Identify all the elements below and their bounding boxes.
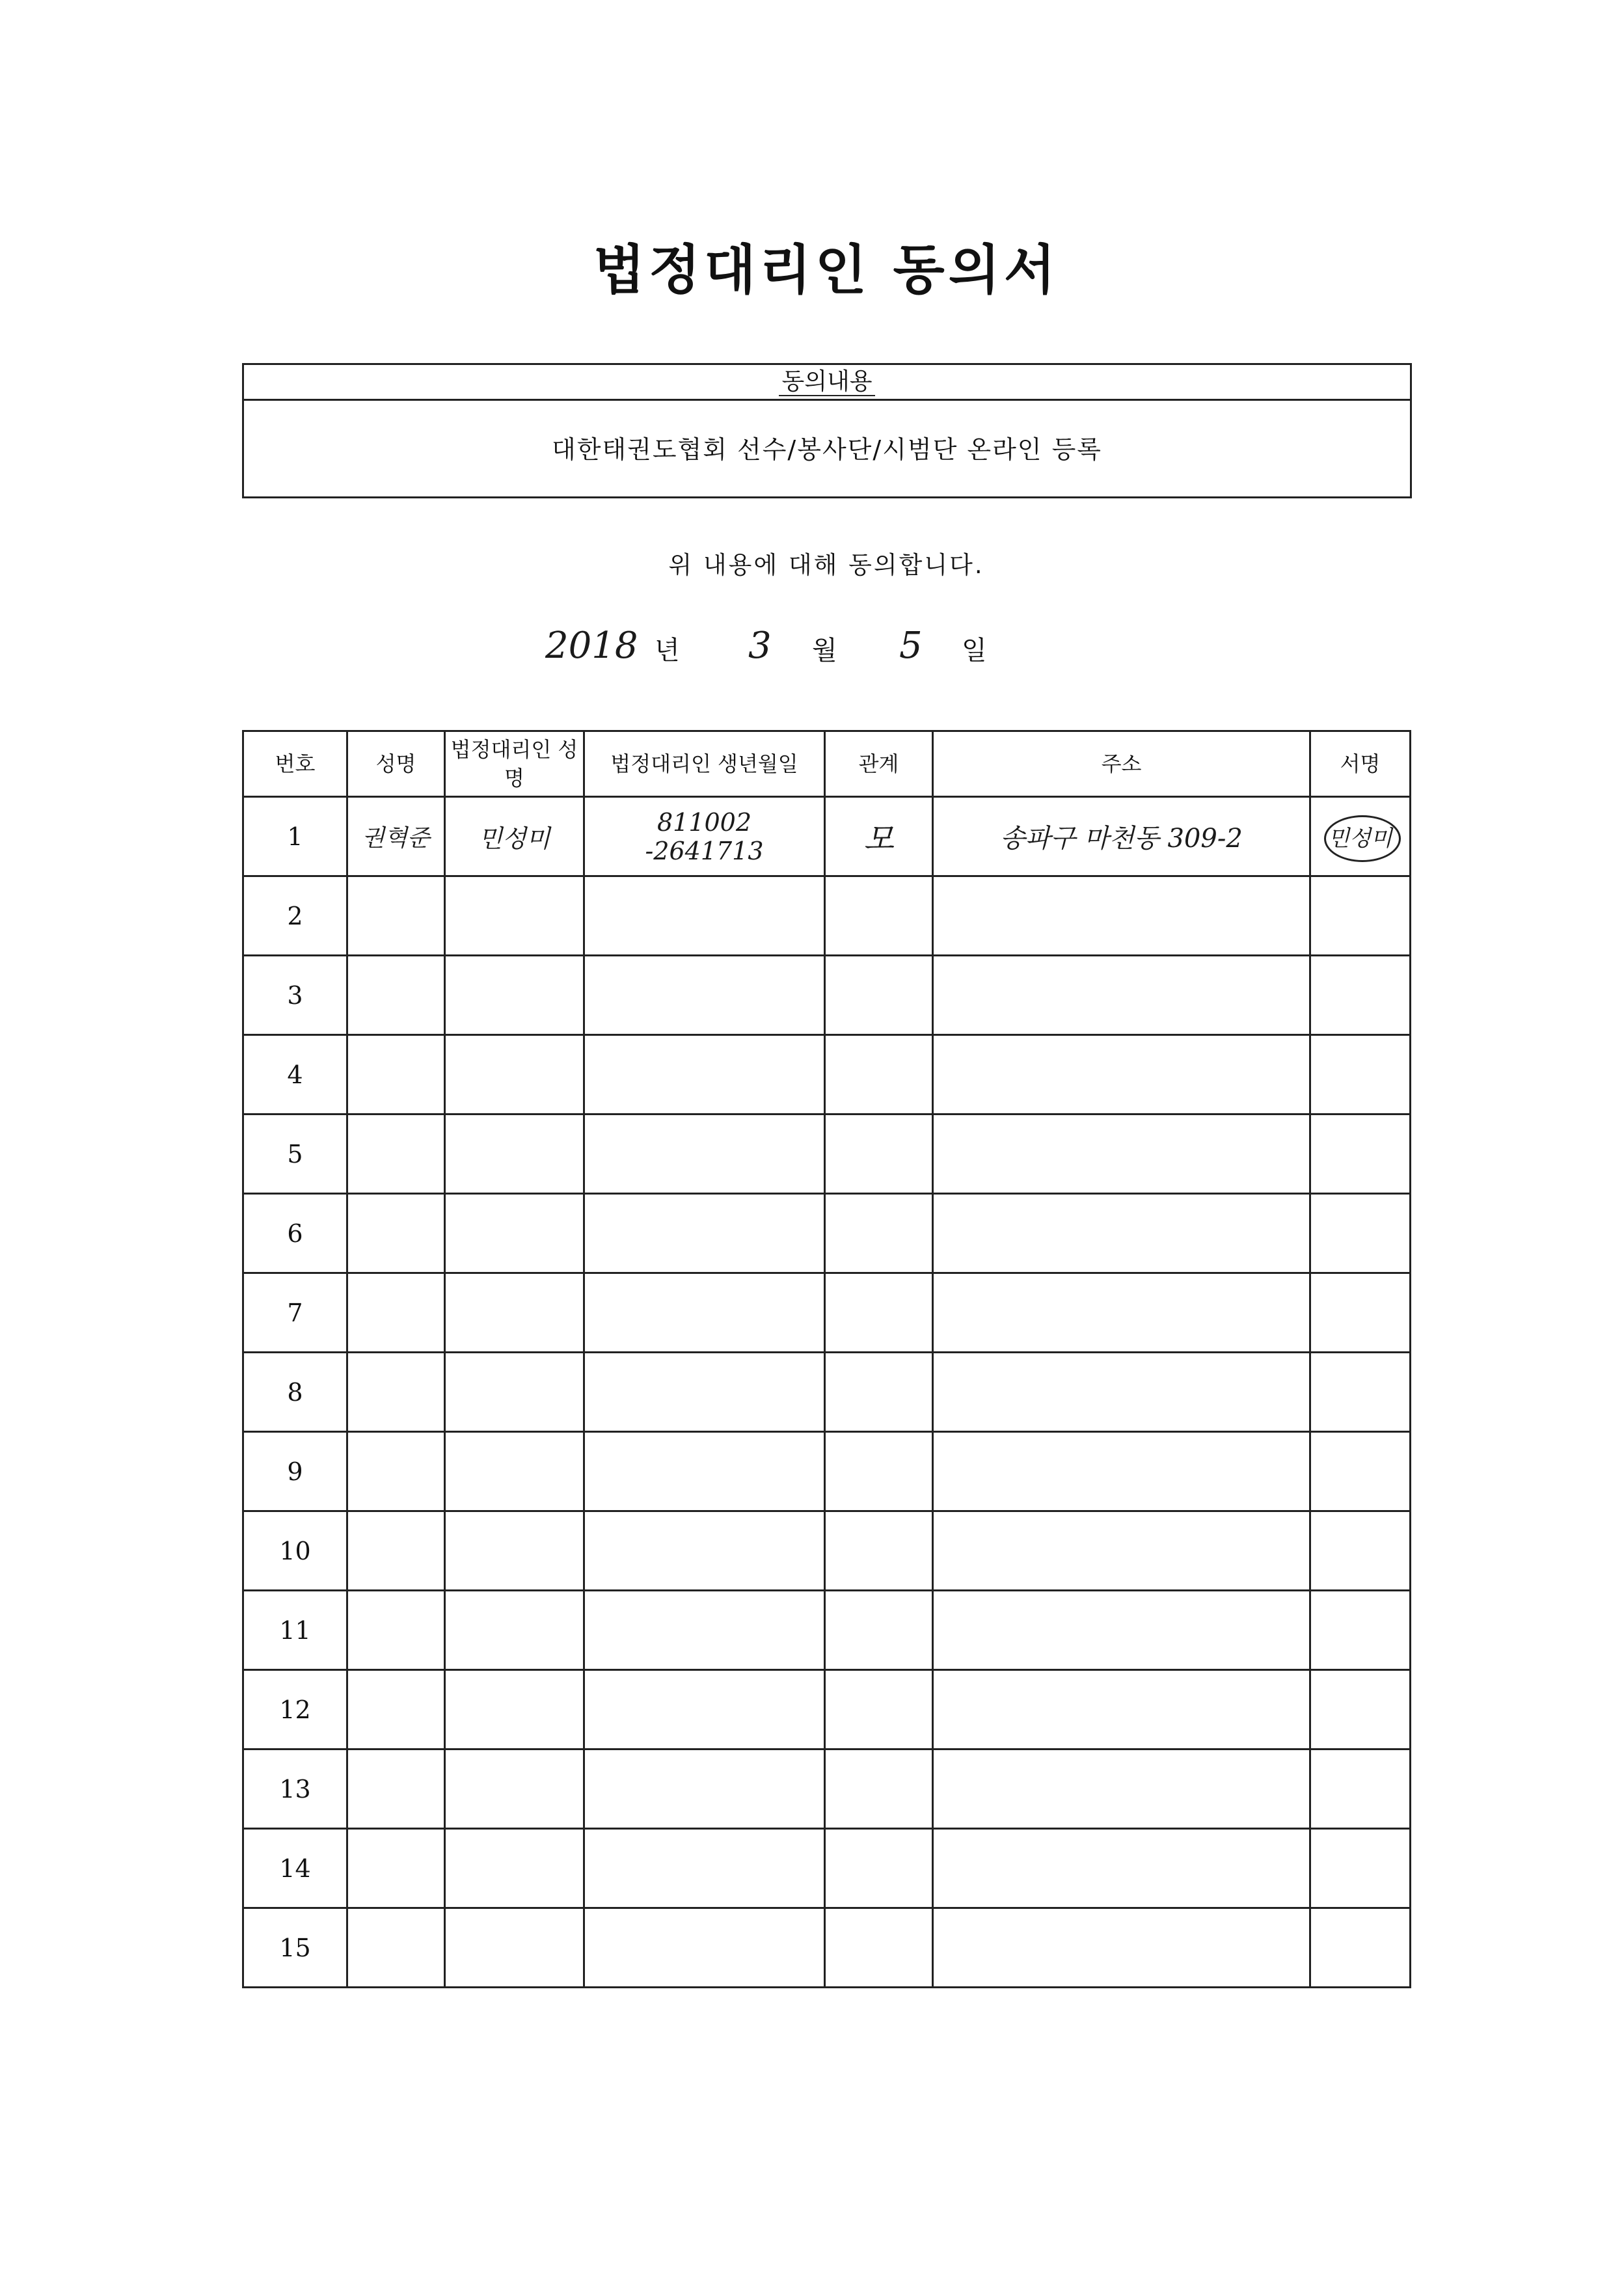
row-name xyxy=(347,1908,445,1988)
row-signature-cell xyxy=(1310,1908,1411,1988)
row-name xyxy=(347,1749,445,1829)
table-header-row xyxy=(243,731,1411,797)
row-address: 송파구 마천동 309-2 xyxy=(933,797,1310,876)
row-relation xyxy=(825,1114,933,1194)
row-guardian-name xyxy=(445,1511,584,1591)
date-year-unit: 년 xyxy=(655,636,680,666)
row-signature-stamp xyxy=(1328,820,1392,852)
row-signature-cell xyxy=(1310,1432,1411,1511)
row-guardian-birth xyxy=(584,1591,825,1670)
date-day-unit: 일 xyxy=(962,636,987,666)
date-year: 2018 xyxy=(545,625,638,667)
header-signature: 서명 xyxy=(1310,731,1411,797)
row-guardian-name xyxy=(445,1035,584,1114)
row-number: 4 xyxy=(243,1035,347,1114)
row-signature-cell xyxy=(1310,1511,1411,1591)
row-name: 권혁준 xyxy=(347,797,445,876)
row-name xyxy=(347,1829,445,1908)
table-row xyxy=(243,797,1411,876)
row-guardian-birth xyxy=(584,1829,825,1908)
row-number: 12 xyxy=(243,1670,347,1749)
row-number: 15 xyxy=(243,1908,347,1988)
table-row xyxy=(243,1908,1411,1988)
row-number: 14 xyxy=(243,1829,347,1908)
row-relation xyxy=(825,1670,933,1749)
row-guardian-birth-line1: 811002 xyxy=(656,807,752,837)
row-guardian-name xyxy=(445,1353,584,1432)
table-row xyxy=(243,956,1411,1035)
row-guardian-birth xyxy=(584,1432,825,1511)
row-guardian-name xyxy=(445,1273,584,1353)
row-number: 10 xyxy=(243,1511,347,1591)
row-relation xyxy=(825,876,933,956)
consent-header-label: 동의내용 xyxy=(779,368,874,396)
table-row xyxy=(243,1194,1411,1273)
table-row xyxy=(243,1749,1411,1829)
row-relation: 모 xyxy=(825,797,933,876)
row-relation xyxy=(825,1749,933,1829)
row-signature-cell xyxy=(1310,1114,1411,1194)
row-signature-cell xyxy=(1310,1591,1411,1670)
row-guardian-birth xyxy=(584,956,825,1035)
row-address xyxy=(933,1749,1310,1829)
table-row xyxy=(243,1432,1411,1511)
signature-circle xyxy=(1324,815,1401,862)
row-guardian-birth xyxy=(584,1114,825,1194)
row-signature-cell xyxy=(1310,1273,1411,1353)
date-line xyxy=(0,625,1624,677)
table-row xyxy=(243,1670,1411,1749)
table-row xyxy=(243,1353,1411,1432)
row-guardian-name xyxy=(445,1829,584,1908)
row-guardian-birth xyxy=(584,1194,825,1273)
row-address xyxy=(933,1591,1310,1670)
table-row xyxy=(243,1829,1411,1908)
row-relation xyxy=(825,1273,933,1353)
document-title: 법정대리인 동의서 xyxy=(593,239,1060,301)
row-number: 6 xyxy=(243,1194,347,1273)
table-row xyxy=(243,1114,1411,1194)
row-guardian-name xyxy=(445,1194,584,1273)
row-guardian-birth xyxy=(584,1749,825,1829)
row-relation xyxy=(825,1353,933,1432)
row-address xyxy=(933,956,1310,1035)
row-guardian-birth xyxy=(584,876,825,956)
row-guardian-birth xyxy=(584,1670,825,1749)
row-address xyxy=(933,1353,1310,1432)
row-name xyxy=(347,1511,445,1591)
table-row xyxy=(243,1511,1411,1591)
row-signature-cell xyxy=(1310,1749,1411,1829)
table-row xyxy=(243,1591,1411,1670)
row-address xyxy=(933,1194,1310,1273)
row-signature-cell xyxy=(1310,956,1411,1035)
row-relation xyxy=(825,1035,933,1114)
table-row xyxy=(243,1035,1411,1114)
row-guardian-birth xyxy=(584,1908,825,1988)
row-guardian-name xyxy=(445,956,584,1035)
row-address xyxy=(933,1432,1310,1511)
row-address xyxy=(933,1829,1310,1908)
header-relation: 관계 xyxy=(825,731,933,797)
row-guardian-birth xyxy=(584,1353,825,1432)
header-address: 주소 xyxy=(933,731,1310,797)
row-guardian-name xyxy=(445,1591,584,1670)
row-signature-cell xyxy=(1310,1829,1411,1908)
row-name xyxy=(347,956,445,1035)
table-row xyxy=(243,1273,1411,1353)
row-name xyxy=(347,1035,445,1114)
row-guardian-birth xyxy=(584,1511,825,1591)
row-guardian-birth xyxy=(584,1273,825,1353)
header-name: 성명 xyxy=(347,731,445,797)
row-signature-cell xyxy=(1310,1194,1411,1273)
header-guardian-birth: 법정대리인 생년월일 xyxy=(584,731,825,797)
header-guardian-name: 법정대리인 성명 xyxy=(445,731,584,797)
row-guardian-birth xyxy=(584,797,825,876)
row-signature-cell xyxy=(1310,1670,1411,1749)
date-month-unit: 월 xyxy=(812,636,837,666)
date-day: 5 xyxy=(899,625,923,667)
row-number: 1 xyxy=(243,797,347,876)
row-signature-cell xyxy=(1310,876,1411,956)
row-guardian-name xyxy=(445,876,584,956)
row-relation xyxy=(825,1908,933,1988)
row-address xyxy=(933,1511,1310,1591)
row-number: 8 xyxy=(243,1353,347,1432)
row-address xyxy=(933,1273,1310,1353)
row-address xyxy=(933,876,1310,956)
row-address xyxy=(933,1908,1310,1988)
row-relation xyxy=(825,1511,933,1591)
row-guardian-birth-line2: -2641713 xyxy=(645,836,764,865)
row-signature: 민성미 xyxy=(1328,826,1392,852)
row-name xyxy=(347,876,445,956)
row-relation xyxy=(825,1432,933,1511)
row-name xyxy=(347,1591,445,1670)
header-no: 번호 xyxy=(243,731,347,797)
row-relation xyxy=(825,1194,933,1273)
agree-statement: 위 내용에 대해 동의합니다. xyxy=(668,551,984,579)
row-address xyxy=(933,1114,1310,1194)
row-address xyxy=(933,1035,1310,1114)
row-relation xyxy=(825,1591,933,1670)
row-name xyxy=(347,1670,445,1749)
row-name xyxy=(347,1432,445,1511)
guardian-table xyxy=(242,730,1411,1988)
row-number: 7 xyxy=(243,1273,347,1353)
consent-header xyxy=(244,365,1410,401)
row-number: 11 xyxy=(243,1591,347,1670)
row-relation xyxy=(825,1829,933,1908)
row-relation xyxy=(825,956,933,1035)
row-number: 5 xyxy=(243,1114,347,1194)
row-number: 2 xyxy=(243,876,347,956)
row-number: 3 xyxy=(243,956,347,1035)
row-signature-cell xyxy=(1310,797,1411,876)
row-guardian-birth xyxy=(584,1035,825,1114)
row-name xyxy=(347,1194,445,1273)
row-guardian-name xyxy=(445,1749,584,1829)
table-row xyxy=(243,876,1411,956)
row-guardian-name: 민성미 xyxy=(445,797,584,876)
row-name xyxy=(347,1114,445,1194)
row-address xyxy=(933,1670,1310,1749)
consent-box xyxy=(242,363,1412,498)
row-name xyxy=(347,1353,445,1432)
consent-body: 대한태권도협회 선수/봉사단/시범단 온라인 등록 xyxy=(551,435,1102,464)
date-month: 3 xyxy=(748,625,772,667)
row-guardian-name xyxy=(445,1908,584,1988)
row-guardian-name xyxy=(445,1432,584,1511)
row-guardian-name xyxy=(445,1114,584,1194)
row-number: 13 xyxy=(243,1749,347,1829)
row-name xyxy=(347,1273,445,1353)
row-signature-cell xyxy=(1310,1353,1411,1432)
row-signature-cell xyxy=(1310,1035,1411,1114)
row-guardian-name xyxy=(445,1670,584,1749)
row-number: 9 xyxy=(243,1432,347,1511)
